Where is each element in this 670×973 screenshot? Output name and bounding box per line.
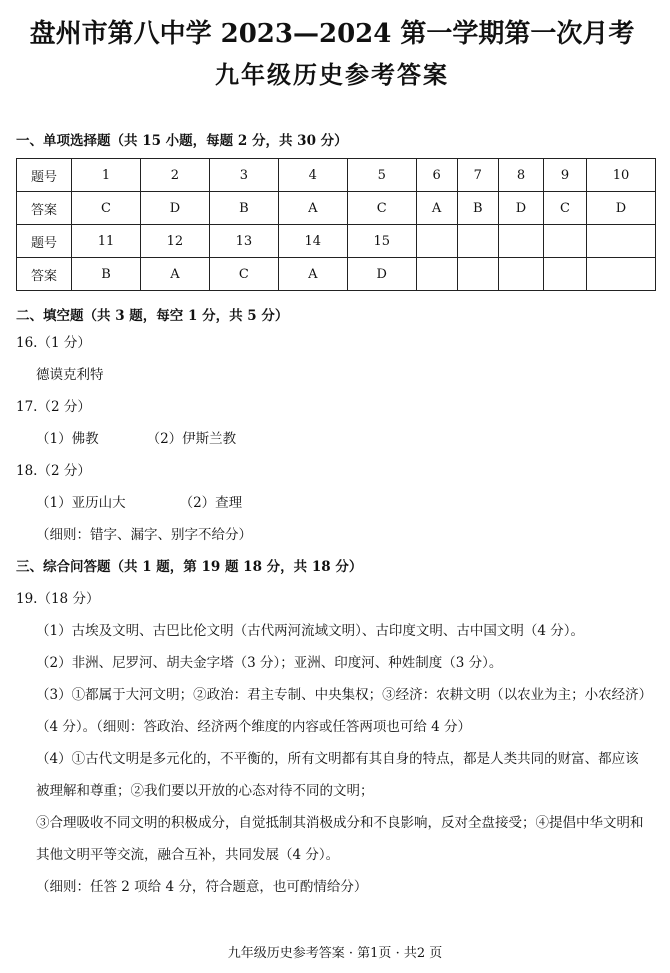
table-cell: A (278, 258, 347, 291)
table-cell (499, 258, 544, 291)
question-19-part-3: （3）①都属于大河文明；②政治：君主专制、中央集权；③经济：农耕文明（以农业为主；小农经济）（4 分）。（细则：答政治、经济两个维度的内容或任答两项也可给 4 分） (36, 687, 646, 735)
page-footer: 九年级历史参考答案 · 第1页 · 共2 页 (227, 946, 443, 961)
table-cell (543, 258, 586, 291)
table-row-answers-2 (17, 258, 656, 291)
question-18-note: （细则：错字、漏字、别字不给分） (36, 527, 252, 543)
table-cell: C (347, 192, 416, 225)
answer-table (16, 158, 656, 291)
table-cell: 11 (72, 225, 141, 258)
table-cell: D (499, 192, 544, 225)
table-cell: 14 (278, 225, 347, 258)
table-cell: 4 (278, 159, 347, 192)
table-cell (499, 225, 544, 258)
table-cell: 9 (543, 159, 586, 192)
question-19-part-2: （2）非洲、尼罗河、胡夫金字塔（3 分）；亚洲、印度河、种姓制度（3 分）。 (36, 655, 503, 671)
question-17-answer-2: （2）伊斯兰教 (146, 431, 237, 447)
question-17-label: 17.（2 分） (16, 399, 91, 415)
table-cell: C (209, 258, 278, 291)
question-19-part-4a: （4）①古代文明是多元化的，不平衡的，所有文明都有其自身的特点，都是人类共同的财富、都应该被理解和尊重；②我们要以开放的心态对待不同的文明； (36, 751, 639, 799)
question-18-answer-2: （2）查理 (179, 495, 243, 511)
table-cell: 12 (140, 225, 209, 258)
table-cell: D (140, 192, 209, 225)
table-cell: 7 (457, 159, 499, 192)
table-cell: B (72, 258, 141, 291)
question-19-label: 19.（18 分） (16, 591, 100, 607)
section-1-heading: 一、单项选择题（共 15 小题，每题 2 分，共 30 分） (16, 133, 348, 149)
table-cell: 13 (209, 225, 278, 258)
table-cell (457, 225, 499, 258)
table-cell: C (72, 192, 141, 225)
table-cell (586, 225, 655, 258)
table-cell: B (457, 192, 499, 225)
question-19-part-4b: ③合理吸收不同文明的积极成分，自觉抵制其消极成分和不良影响，反对全盘接受；④提倡中华文明和其他文明平等交流，融合互补，共同发展（4 分）。 (36, 815, 644, 863)
table-cell: 8 (499, 159, 544, 192)
question-17-answer-1: （1）佛教 (36, 431, 99, 447)
question-18-answers (16, 487, 648, 519)
table-row-questions-1 (17, 159, 656, 192)
table-cell: A (140, 258, 209, 291)
table-cell: A (416, 192, 457, 225)
row-label-question: 题号 (17, 159, 72, 192)
table-cell: 1 (72, 159, 141, 192)
table-cell: 5 (347, 159, 416, 192)
document-subtitle: 九年级历史参考答案 (215, 60, 449, 89)
section-3-heading: 三、综合问答题（共 1 题，第 19 题 18 分，共 18 分） (16, 559, 363, 575)
table-row-answers-1 (17, 192, 656, 225)
row-label-answer: 答案 (17, 258, 72, 291)
question-18-label: 18.（2 分） (16, 463, 91, 479)
table-row-questions-2 (17, 225, 656, 258)
table-cell: A (278, 192, 347, 225)
row-label-question: 题号 (17, 225, 72, 258)
table-cell: 3 (209, 159, 278, 192)
question-17-answers (16, 423, 648, 455)
table-cell (543, 225, 586, 258)
question-19-part-1: （1）古埃及文明、古巴比伦文明（古代两河流域文明）、古印度文明、古中国文明（4 分）。 (36, 623, 584, 639)
row-label-answer: 答案 (17, 192, 72, 225)
table-cell: D (586, 192, 655, 225)
question-16-label: 16.（1 分） (16, 335, 91, 351)
table-cell: C (543, 192, 586, 225)
table-cell: D (347, 258, 416, 291)
table-cell (586, 258, 655, 291)
table-cell: 15 (347, 225, 416, 258)
section-2-heading: 二、填空题（共 3 题，每空 1 分，共 5 分） (16, 308, 289, 324)
table-cell: 6 (416, 159, 457, 192)
question-16-answer: 德谟克利特 (36, 367, 104, 383)
table-cell (457, 258, 499, 291)
table-cell (416, 225, 457, 258)
table-cell: 2 (140, 159, 209, 192)
document-title: 盘州市第八中学 2023—2024 第一学期第一次月考 (29, 19, 635, 49)
table-cell (416, 258, 457, 291)
question-19-note: （细则：任答 2 项给 4 分，符合题意，也可酌情给分） (36, 879, 368, 895)
question-18-answer-1: （1）亚历山大 (36, 495, 126, 511)
table-cell: 10 (586, 159, 655, 192)
table-cell: B (209, 192, 278, 225)
